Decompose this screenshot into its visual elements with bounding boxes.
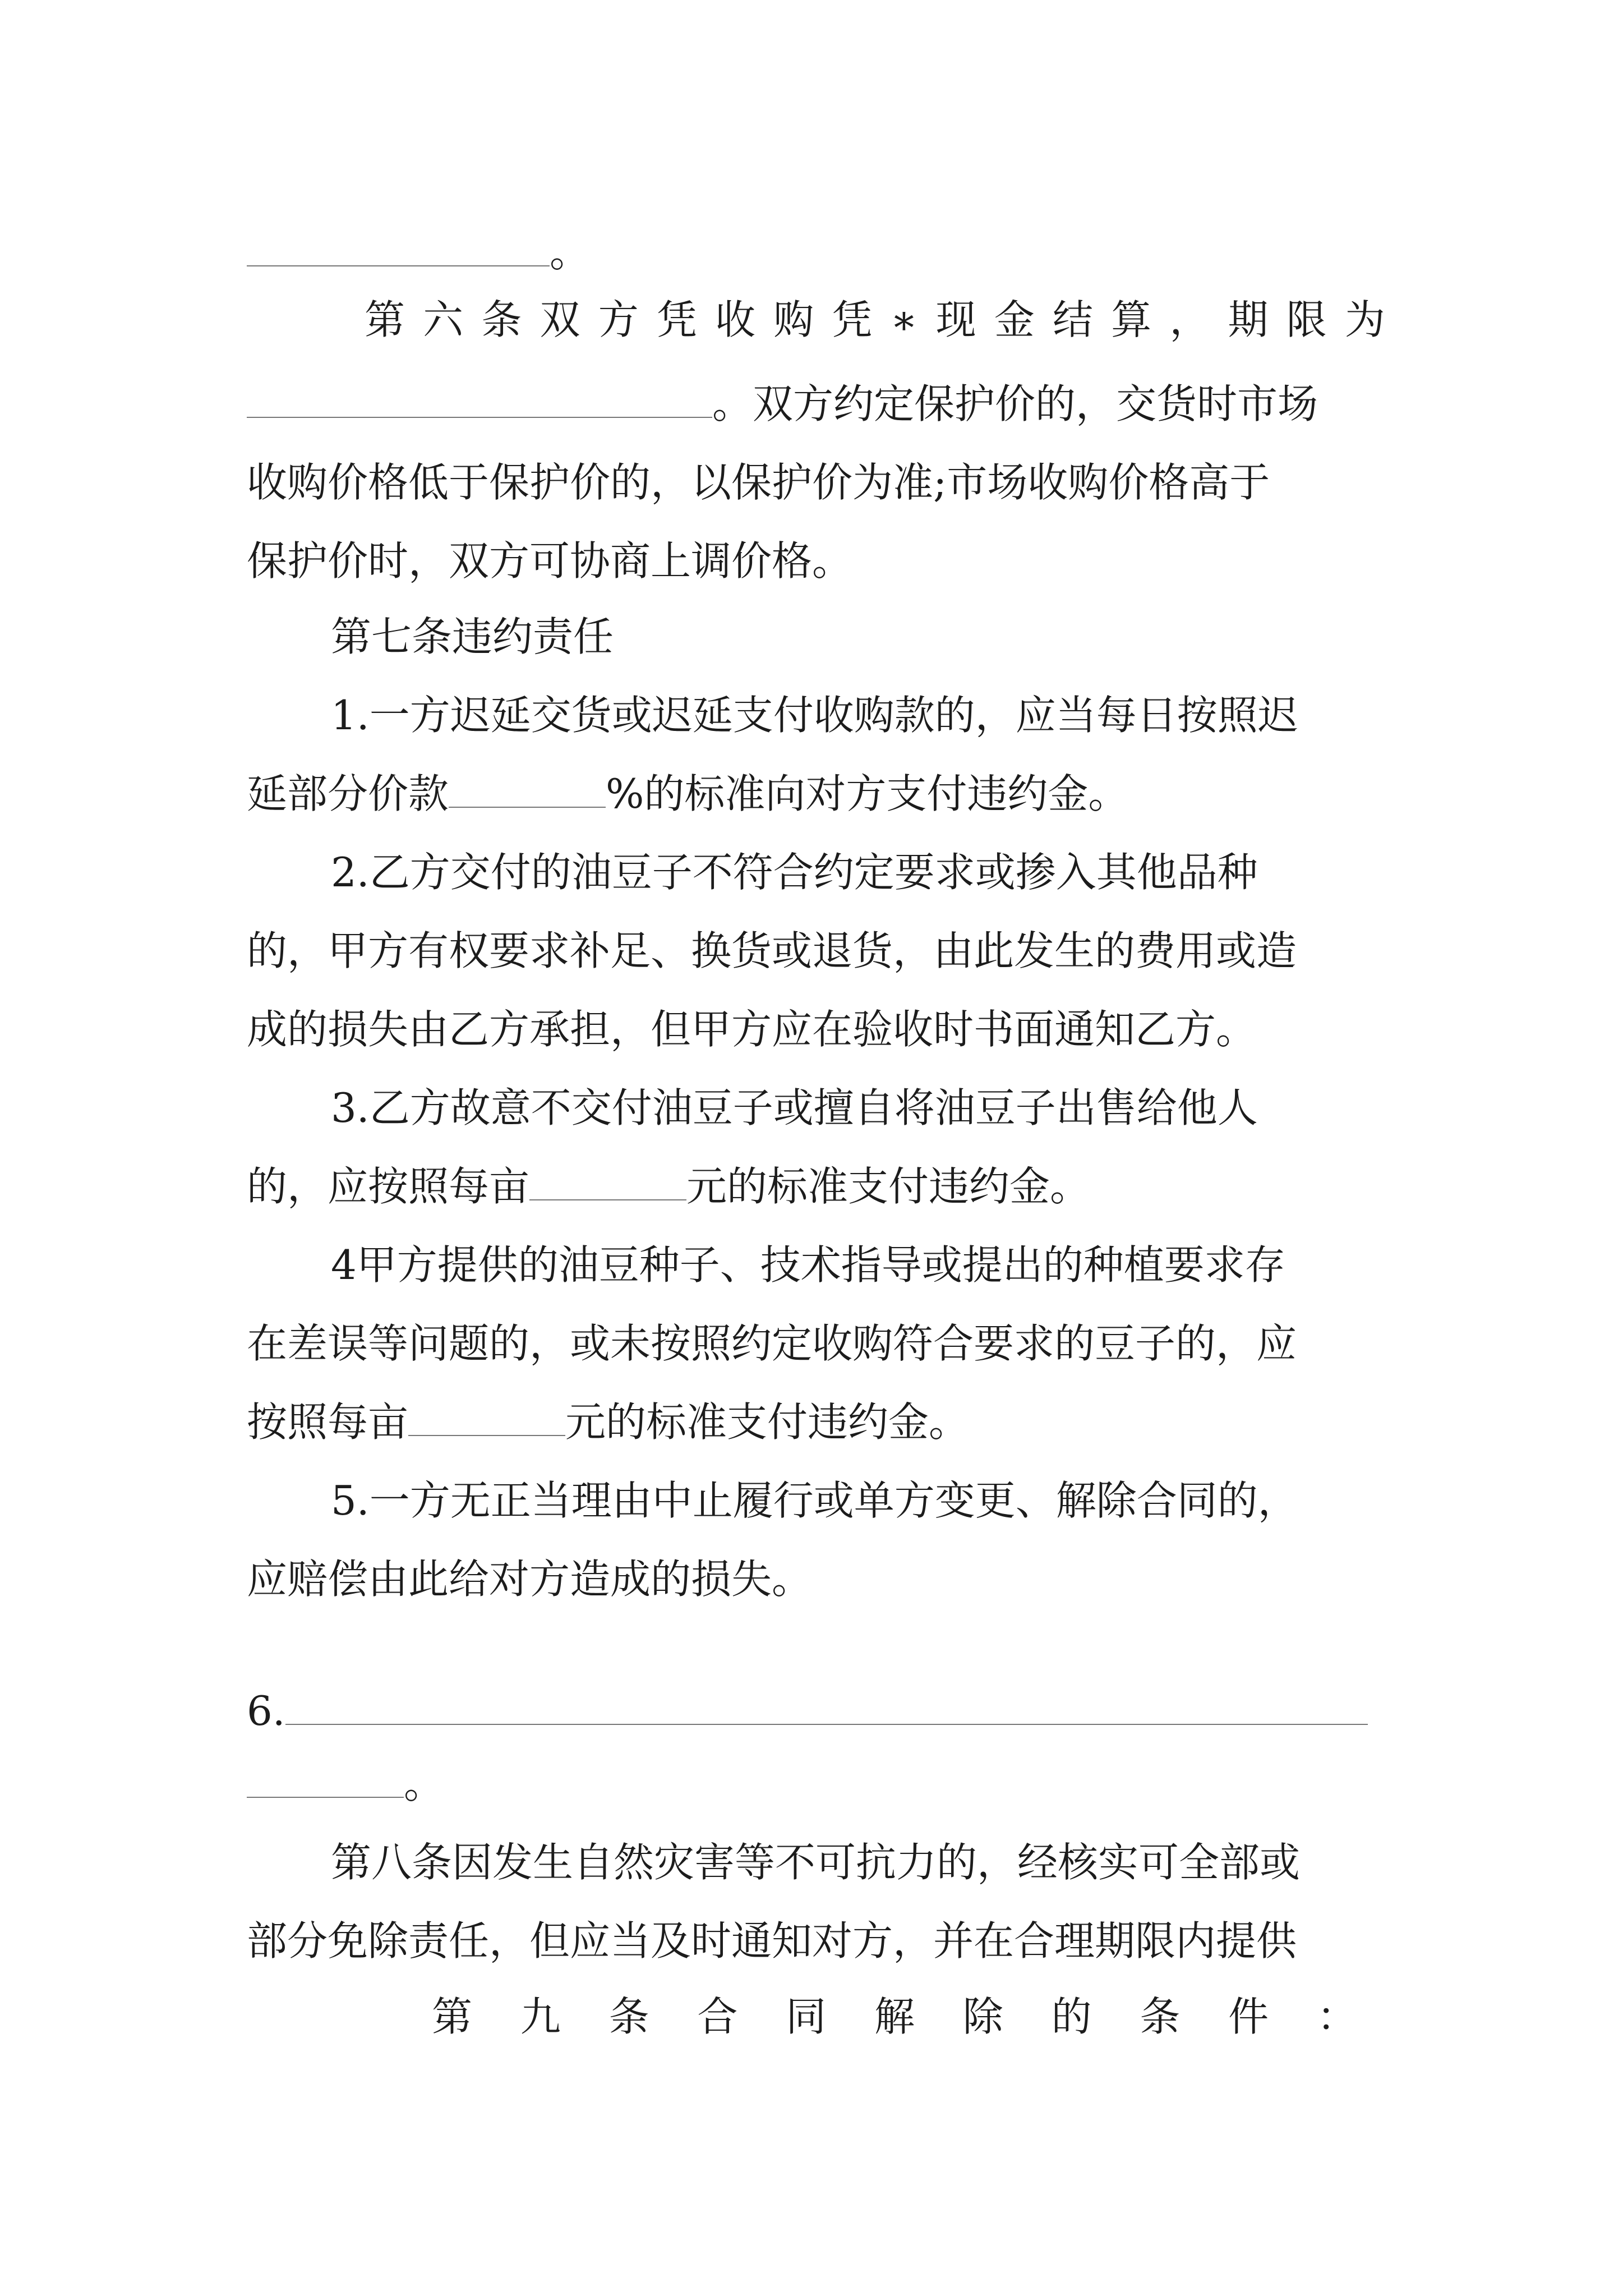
article-8-line-2: 部分免除责任，但应当及时通知对方，并在合理期限内提供 — [247, 1917, 1297, 1964]
line-end-mark: 。 — [404, 1760, 445, 1807]
heading-char: 金 — [994, 296, 1035, 343]
item-5-line-2: 应赔偿由此给对方造成的损失。 — [247, 1556, 813, 1603]
item-number: 6. — [247, 1687, 285, 1734]
heading-char: 方 — [598, 296, 639, 343]
heading-char: 购 — [773, 296, 814, 343]
paragraph-text: 按照每亩 — [247, 1398, 409, 1446]
item-4-line-1: 4甲方提供的油豆种子、技术指导或提出的种植要求存 — [331, 1241, 1285, 1289]
heading-char: 算 — [1111, 296, 1152, 343]
heading-char: 限 — [1286, 296, 1327, 343]
article-6-line-2 — [247, 370, 1385, 438]
heading-char: 结 — [1052, 296, 1093, 343]
item-3-line-2 — [247, 1153, 1385, 1220]
item-1-line-2 — [247, 760, 1385, 827]
heading-char: 除 — [962, 1993, 1003, 2040]
item-6-end-line — [247, 1750, 1385, 1818]
heading-char: 件 — [1228, 1993, 1269, 2040]
heading-char: 同 — [786, 1993, 827, 2040]
fill-blank — [247, 1753, 404, 1798]
article-7-title: 第七条违约责任 — [331, 613, 614, 660]
article-6-heading — [365, 286, 1385, 353]
item-6-line — [247, 1677, 1385, 1745]
heading-char: 条 — [608, 1993, 649, 2040]
item-5-line-1: 5.一方无正当理由中止履行或单方变更、解除合同的， — [331, 1477, 1298, 1524]
percent-blank — [449, 763, 606, 808]
heading-char: 合 — [697, 1993, 738, 2040]
term-blank — [247, 373, 712, 418]
paragraph-text: 的，应按照每亩 — [247, 1163, 530, 1210]
heading-char: 九 — [520, 1993, 561, 2040]
paragraph-text: %的标准向对方支付违约金。 — [606, 770, 1129, 817]
item-1-line-1: 1.一方迟延交货或迟延支付收购款的，应当每日按照迟 — [331, 692, 1298, 739]
item-4-line-3 — [247, 1388, 1385, 1456]
amount-blank — [529, 1156, 686, 1200]
article-8-line-1: 第八条因发生自然灾害等不可抗力的，经核实可全部或 — [331, 1839, 1301, 1886]
fill-blank — [247, 222, 550, 266]
paragraph-text: 元的标准支付违约金。 — [565, 1398, 970, 1446]
heading-char: 凭 — [656, 296, 697, 343]
long-blank — [285, 1680, 1368, 1725]
item-3-line-1: 3.乙方故意不交付油豆子或擅自将油豆子出售给他人 — [331, 1084, 1258, 1131]
item-2-line-1: 2.乙方交付的油豆子不符合约定要求或掺入其他品种 — [331, 849, 1258, 896]
heading-char: 条 — [481, 296, 522, 343]
heading-char: 解 — [874, 1993, 915, 2040]
heading-char: 第 — [432, 1993, 473, 2040]
article-6-line-4: 保护价时，双方可协商上调价格。 — [247, 537, 853, 585]
line-blank-end — [247, 219, 1385, 286]
heading-char: 现 — [935, 296, 976, 343]
item-4-line-2: 在差误等问题的，或未按照约定收购符合要求的豆子的，应 — [247, 1320, 1297, 1367]
heading-char: 凭 — [832, 296, 873, 343]
heading-char: 双 — [540, 296, 580, 343]
heading-char: ， — [1169, 296, 1210, 343]
heading-char: 收 — [715, 296, 756, 343]
article-6-line-3: 收购价格低于保护价的，以保护价为准;市场收购价格高于 — [247, 459, 1270, 506]
heading-char: 六 — [423, 296, 464, 343]
amount-blank — [408, 1391, 565, 1436]
heading-char: ∗ — [890, 296, 918, 343]
paragraph-text: 元的标准支付违约金。 — [686, 1163, 1091, 1210]
heading-char: 条 — [1140, 1993, 1181, 2040]
heading-char: 为 — [1344, 296, 1385, 343]
heading-char: 的 — [1051, 1993, 1092, 2040]
line-end-mark: 。 — [550, 229, 591, 276]
article-9-heading — [432, 1983, 1357, 2050]
heading-char: 第 — [365, 296, 405, 343]
paragraph-text: 。双方约定保护价的，交货时市场 — [712, 380, 1318, 427]
paragraph-text: 延部分价款 — [247, 770, 449, 817]
item-2-line-3: 成的损失由乙方承担，但甲方应在验收时书面通知乙方。 — [247, 1006, 1257, 1053]
heading-char: 期 — [1228, 296, 1269, 343]
item-2-line-2: 的，甲方有权要求补足、换货或退货，由此发生的费用或造 — [247, 927, 1297, 974]
heading-char: ： — [1316, 1993, 1357, 2040]
